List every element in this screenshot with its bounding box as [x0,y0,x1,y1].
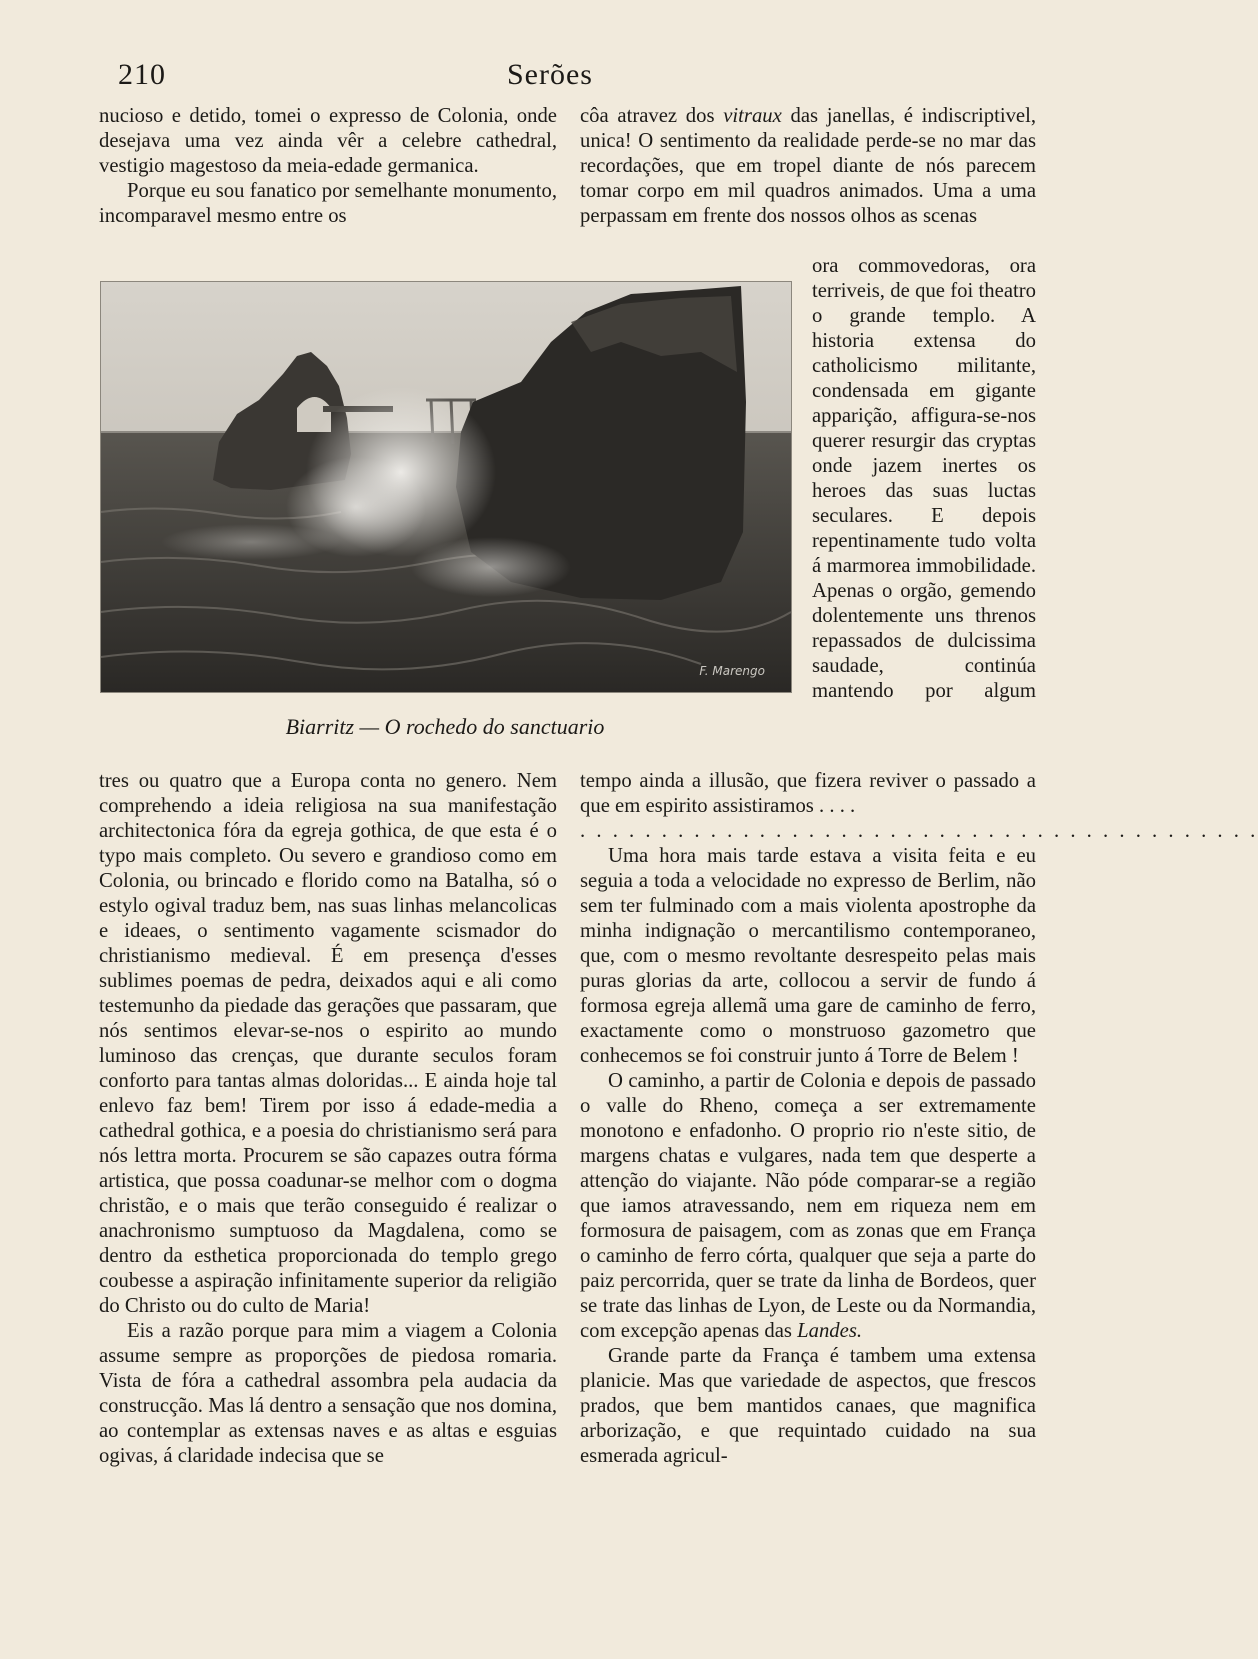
bottom-left-column [99,769,557,1469]
italic-term: Landes. [797,1320,863,1342]
text-run: côa atravez dos [580,105,724,127]
ellipsis-line: . . . . . . . . . . . . . . . . . . . . . . . . . . . . . . . . . . . . . . . . . . [580,820,1258,842]
page-number: 210 [118,58,166,91]
text-run: O caminho, a partir de Colonia e depois de passado o valle do Rheno, começa a ser extremamente monotono e enfadonho. O proprio rio n'este sitio, de margens chatas e vulgares, nada tem que desperte a attenção do viajante. Não póde comparar-se a região que iamos atravessando, nem em riqueza nem em formosura de paisagem, com as zonas que em França o caminho de ferro córta, qualquer que seja a parte do paiz percorrida, quer se trate da linha de Bordeos, quer se trate das linhas de Lyon, de Leste ou da Normandia, com excepção apenas das [580,1070,1036,1342]
paragraph [580,1069,1036,1344]
paragraph: Grande parte da França é tambem uma extensa planicie. Mas que variedade de aspectos, que frescos prados, que bem mantidos canaes, que magnifica arborização, e que requintado cuidado na sua esmerada agricul- [580,1345,1036,1467]
running-title: Serões [507,58,593,91]
bottom-right-column [580,769,1258,1469]
paragraph: Porque eu sou fanatico por semelhante monumento, incomparavel mesmo entre os [99,180,557,227]
wrap-column [812,254,1036,704]
paragraph: nucioso e detido, tomei o expresso de Colonia, onde desejava uma vez ainda vêr a celebre cathedral, vestigio magestoso da meia-edade germanica. [99,105,557,177]
italic-term: vitraux [723,105,782,127]
paragraph: Eis a razão porque para mim a viagem a Colonia assume sempre as proporções de piedosa romaria. Vista de fóra a cathedral assombra pela audacia da construcção. Mas lá dentro a sensação que nos domina, ao contemplar as extensas naves e as altas e esguias ogivas, á claridade indecisa que se [99,1320,557,1467]
top-left-column [99,104,557,229]
paragraph: tres ou quatro que a Europa conta no genero. Nem comprehendo a ideia religiosa na sua manifestação architectonica fóra da egreja gothica, de que esta é o typo mais completo. Ou severo e grandioso como em Colonia, ou brincado e florido como na Batalha, só o estylo ogival traduz bem, nas suas linhas melancolicas e ideaes, o sentimento vagamente scismador do christianismo medieval. É em presença d'esses sublimes poemas de pedra, deixados aqui e ali como testemunho da piedade das gerações que passaram, que nós sentimos elevar-se-nos o espirito ao mundo luminoso das crenças, que durante seculos foram conforto para tantas almas doloridas... E ainda hoje tal enlevo faz bem! Tirem por isso á edade-media a cathedral gothica, e a poesia do christianismo será para nós lettra morta. Procurem se são capazes outra fórma artistica, que possa coadunar-se melhor com o dogma christão, e o mais que terão conseguido é realizar o anachronismo sumptuoso da Magdalena, como se dentro da esthetica proporcionada do templo grego coubesse a aspiração infinitamente superior da religião do Christo ou do culto de Maria! [99,770,557,1317]
paragraph: tempo ainda a illusão, que fizera reviver o passado a que em espirito assistiramos . . . . [580,770,1036,817]
photograph-biarritz-rock [100,281,792,693]
paragraph [580,104,1036,229]
photographer-signature: F. Marengo [699,664,765,678]
figure-caption: Biarritz — O rochedo do sanctuario [285,714,605,739]
paragraph: Uma hora mais tarde estava a visita feita e eu seguia a toda a velocidade no expresso de Berlim, não sem ter fulminado com a mais violenta apostrophe da minha indignação o mercantilismo contemporaneo, que, com o mesmo revoltante desrespeito pelas mais puras glorias da arte, collocou a servir de fundo á formosa egreja allemã uma gare de caminho de ferro, exactamente como o monstruoso gazometro que conhecemos se foi construir junto á Torre de Belem ! [580,845,1036,1067]
paragraph: ora commovedoras, ora terriveis, de que foi theatro o grande templo. A historia extensa do catholicismo militante, condensada em gigante apparição, affigura-se-nos querer resurgir das cryptas onde jazem inertes os heroes das suas luctas seculares. E depois repentinamente tudo volta á marmorea immobilidade. Apenas o orgão, gemendo dolentemente uns threnos repassados de dulcissima saudade, continúa mantendo por algum [812,255,1036,702]
top-right-column [580,104,1036,229]
photo-illustration [101,282,791,692]
text-run: das janellas, é indiscriptivel, unica! O sentimento da realidade perde-se no mar das recordações, que em tropel diante de nós parecem tomar corpo em mil quadros animados. Uma a uma perpassam em frente dos nossos olhos as scenas [580,105,1037,227]
